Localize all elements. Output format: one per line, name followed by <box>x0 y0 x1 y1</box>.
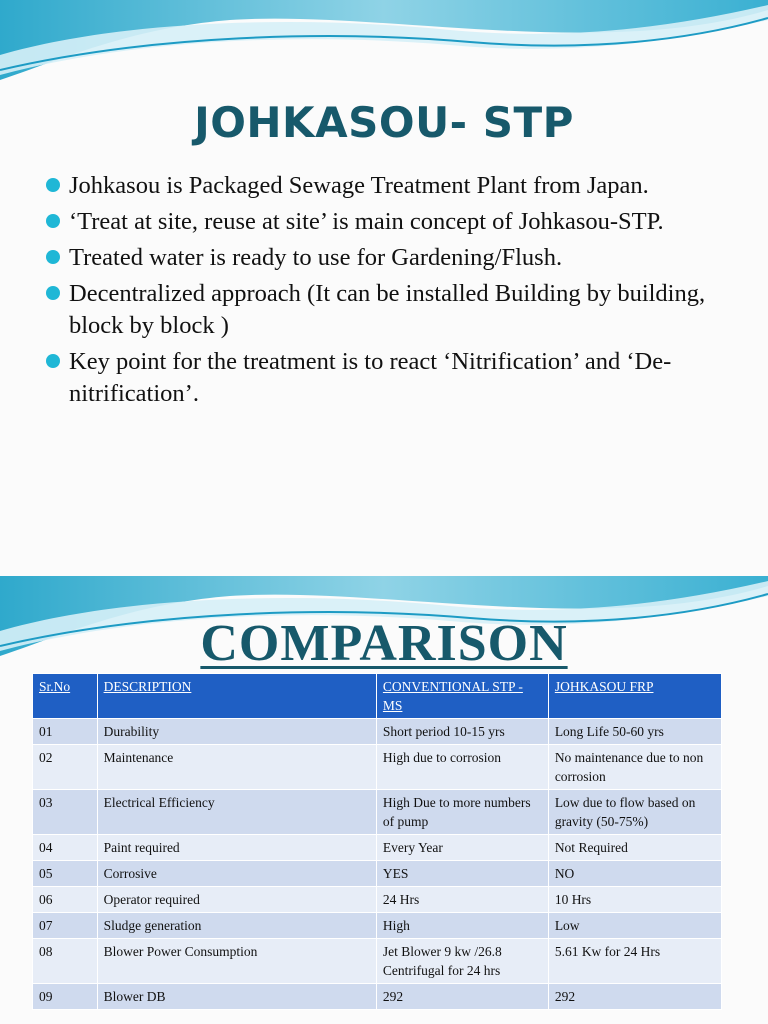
slide-title: JOHKASOU- STP <box>194 98 574 147</box>
bullet-dot-icon <box>46 214 60 228</box>
comparison-table <box>32 673 722 1010</box>
column-header-conventional: CONVENTIONAL STP -MS <box>376 674 548 719</box>
table-cell: No maintenance due to non corrosion <box>548 745 721 790</box>
decorative-wave-header <box>0 0 768 100</box>
table-cell: Short period 10-15 yrs <box>376 719 548 745</box>
bullet-list <box>46 170 736 414</box>
table-cell: 292 <box>548 984 721 1010</box>
table-cell: High due to corrosion <box>376 745 548 790</box>
table-cell: 24 Hrs <box>376 887 548 913</box>
table-cell: 292 <box>376 984 548 1010</box>
table-row <box>33 984 722 1010</box>
table-cell: High Due to more numbers of pump <box>376 790 548 835</box>
table-cell: Paint required <box>97 835 376 861</box>
table-cell: 06 <box>33 887 98 913</box>
table-row <box>33 887 722 913</box>
table-cell: 03 <box>33 790 98 835</box>
table-cell: Sludge generation <box>97 913 376 939</box>
bullet-dot-icon <box>46 178 60 192</box>
table-row <box>33 861 722 887</box>
table-cell: Long Life 50-60 yrs <box>548 719 721 745</box>
table-cell: 08 <box>33 939 98 984</box>
bullet-item: Key point for the treatment is to react ‘Nitrification’ and ‘De-nitrification’. <box>46 346 736 410</box>
table-cell: 02 <box>33 745 98 790</box>
table-cell: 5.61 Kw for 24 Hrs <box>548 939 721 984</box>
table-cell: Blower DB <box>97 984 376 1010</box>
table-cell: 01 <box>33 719 98 745</box>
table-cell: Durability <box>97 719 376 745</box>
column-header-srno: Sr.No <box>33 674 98 719</box>
bullet-dot-icon <box>46 286 60 300</box>
table-cell: Blower Power Consumption <box>97 939 376 984</box>
table-cell: 05 <box>33 861 98 887</box>
table-row <box>33 835 722 861</box>
table-cell: Jet Blower 9 kw /26.8 Centrifugal for 24 hrs <box>376 939 548 984</box>
bullet-dot-icon <box>46 250 60 264</box>
table-cell: High <box>376 913 548 939</box>
bullet-item: Johkasou is Packaged Sewage Treatment Plant from Japan. <box>46 170 736 202</box>
table-row <box>33 719 722 745</box>
slide-title: COMPARISON <box>200 615 568 672</box>
table-cell: 04 <box>33 835 98 861</box>
table-cell: Low <box>548 913 721 939</box>
table-cell: Every Year <box>376 835 548 861</box>
column-header-johkasou: JOHKASOU FRP <box>548 674 721 719</box>
column-header-description: DESCRIPTION <box>97 674 376 719</box>
table-cell: Corrosive <box>97 861 376 887</box>
table-row <box>33 939 722 984</box>
table-cell: Maintenance <box>97 745 376 790</box>
table-cell: YES <box>376 861 548 887</box>
slide-comparison <box>0 576 768 1024</box>
table-row <box>33 790 722 835</box>
table-cell: Electrical Efficiency <box>97 790 376 835</box>
bullet-item: ‘Treat at site, reuse at site’ is main concept of Johkasou-STP. <box>46 206 736 238</box>
table-row <box>33 913 722 939</box>
table-cell: Not Required <box>548 835 721 861</box>
table-cell: 10 Hrs <box>548 887 721 913</box>
table-cell: Operator required <box>97 887 376 913</box>
table-header-row <box>33 674 722 719</box>
table-cell: Low due to flow based on gravity (50-75%) <box>548 790 721 835</box>
table-cell: 09 <box>33 984 98 1010</box>
bullet-item: Decentralized approach (It can be installed Building by building, block by block ) <box>46 278 736 342</box>
table-row <box>33 745 722 790</box>
table-cell: 07 <box>33 913 98 939</box>
bullet-item: Treated water is ready to use for Gardening/Flush. <box>46 242 736 274</box>
bullet-dot-icon <box>46 354 60 368</box>
table-cell: NO <box>548 861 721 887</box>
